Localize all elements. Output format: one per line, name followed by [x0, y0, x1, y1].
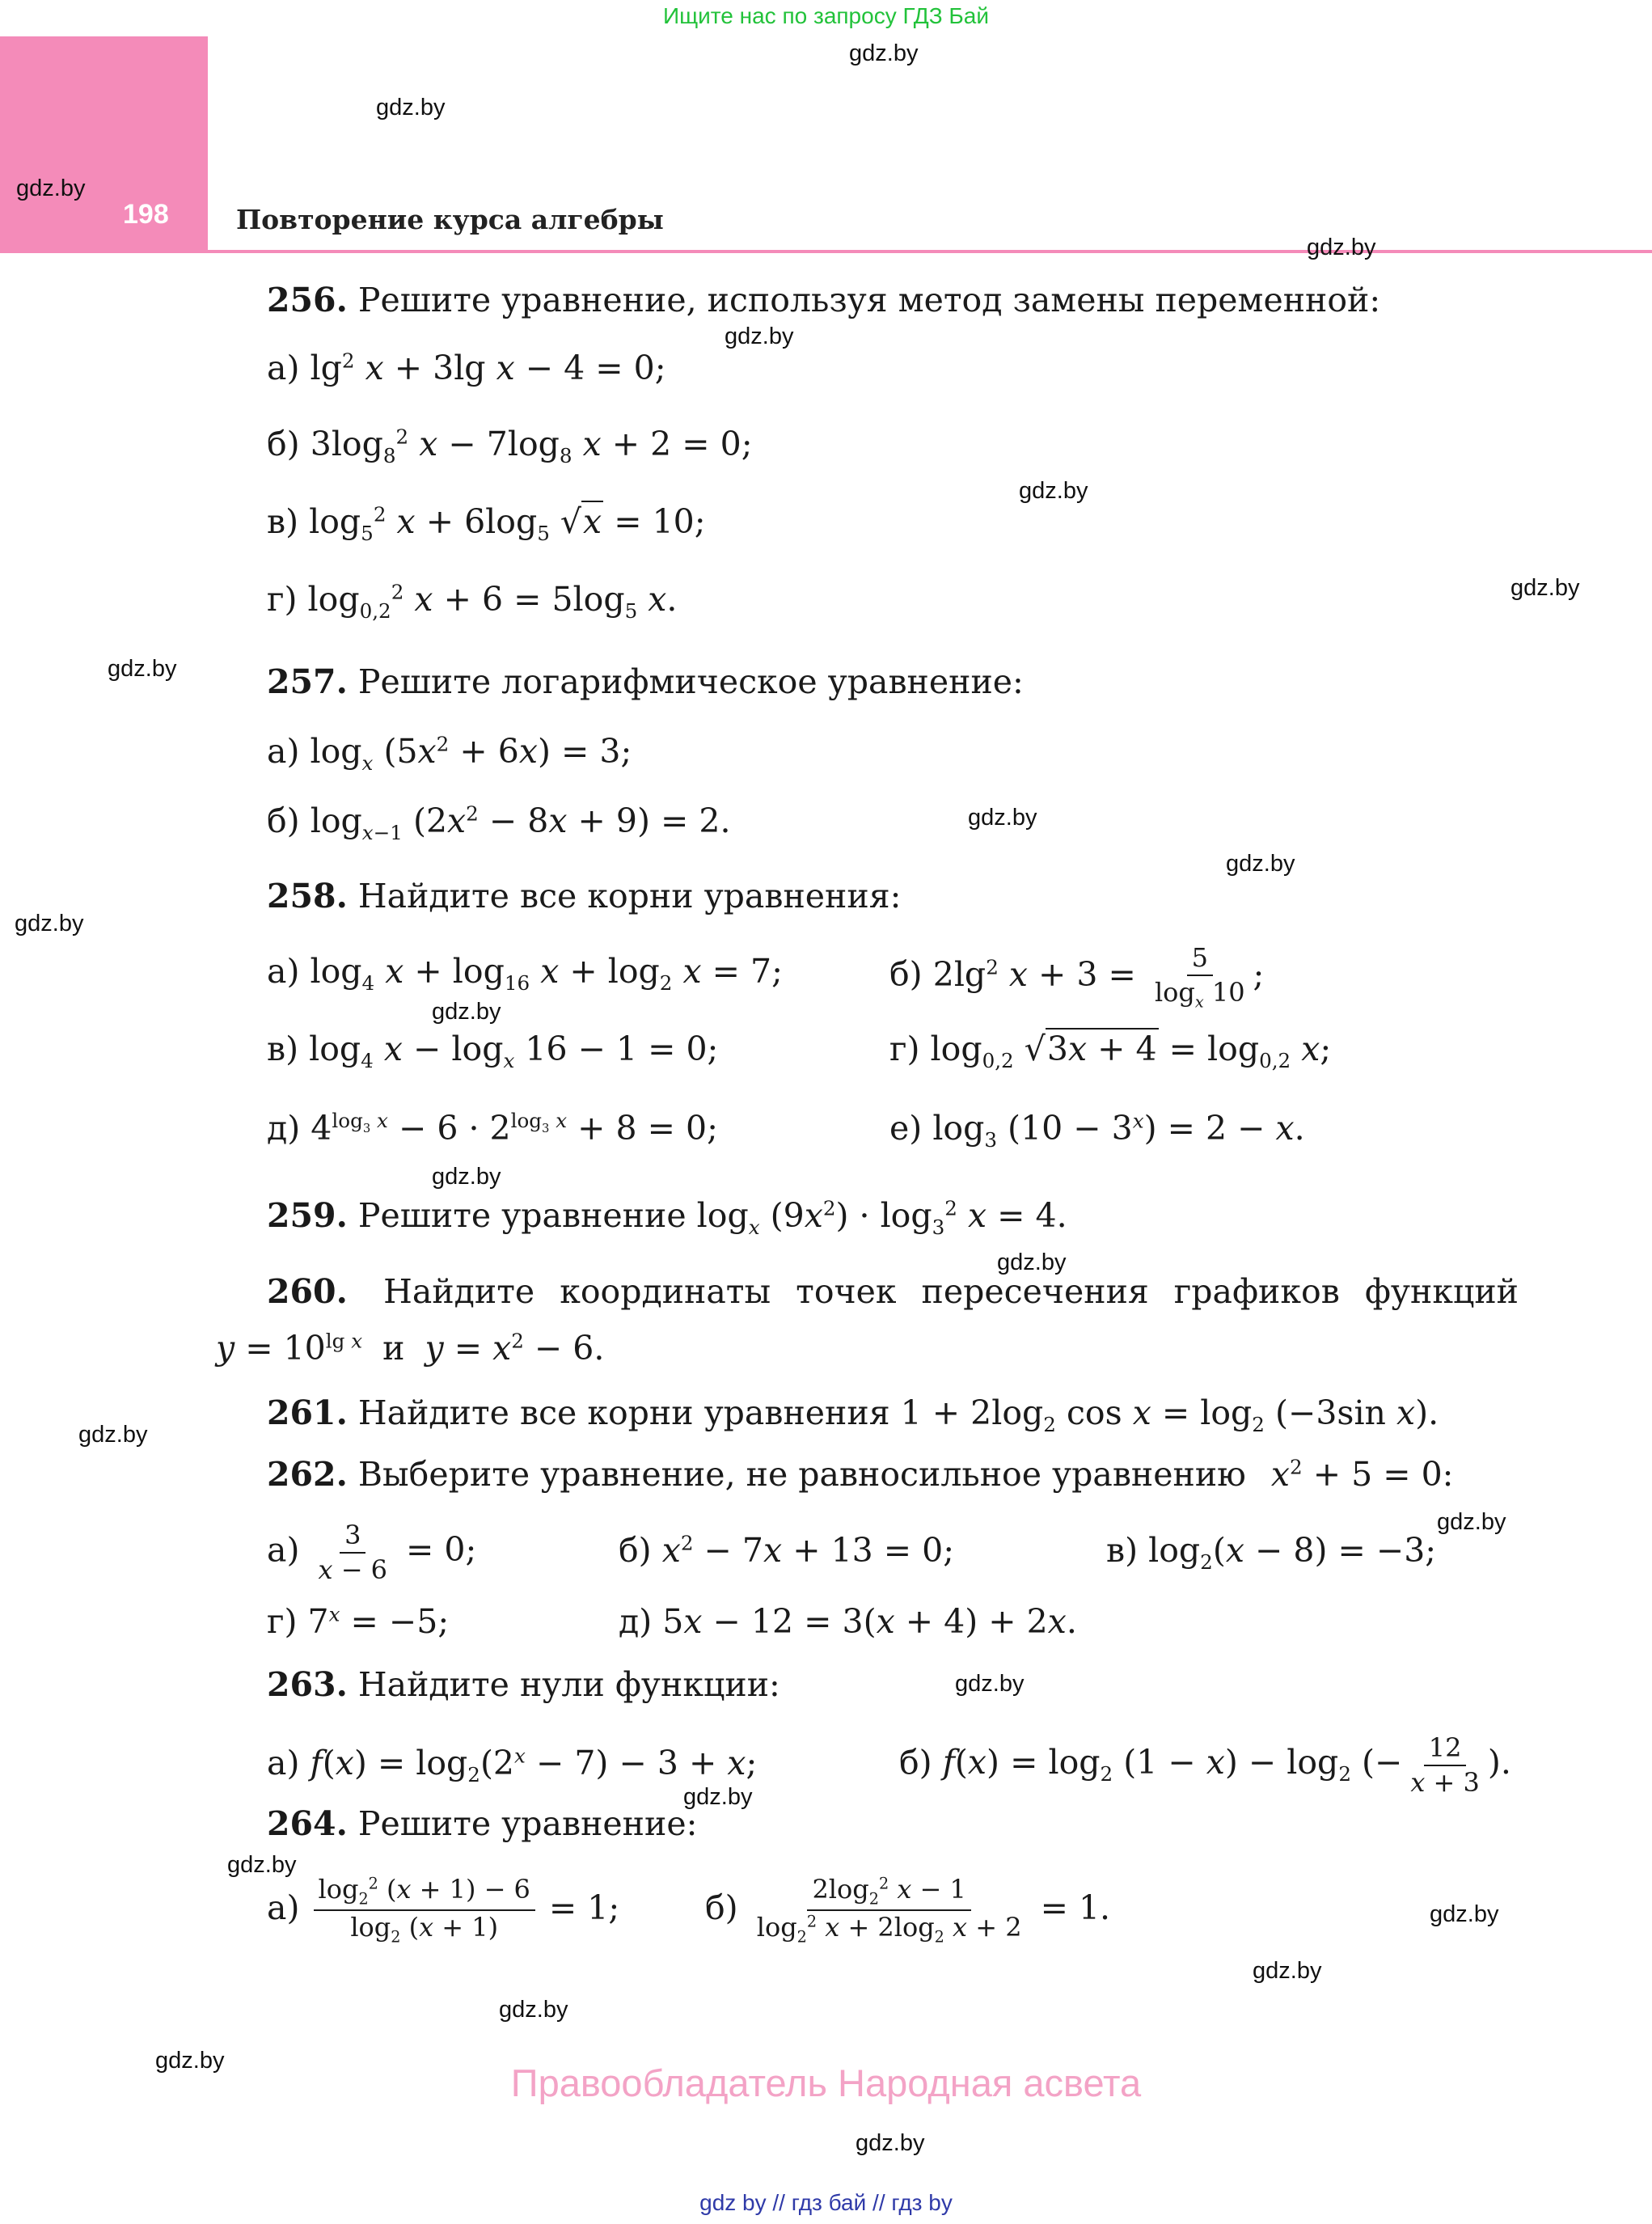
problem-262-c: [1106, 1532, 1436, 1574]
watermark: gdz.by: [1510, 575, 1580, 601]
problem-text: Решите уравнение:: [357, 1804, 698, 1843]
formula: $f(x) = \log_2(2^x - 7) - 3 + x$;: [310, 1744, 758, 1787]
formula: $\log_{x-1} (2x^2 - 8x + 9) = 2$.: [310, 801, 731, 845]
watermark: gdz.by: [1430, 1901, 1499, 1927]
formula: $y = x^2 - 6$.: [425, 1329, 605, 1368]
watermark: gdz.by: [968, 805, 1037, 831]
watermark: gdz.by: [1437, 1509, 1506, 1535]
watermark: gdz.by: [856, 2130, 925, 2156]
problem-number: 259.: [267, 1196, 348, 1235]
formula: $\frac{3}{x - 6}$ = 0;: [318, 1520, 477, 1585]
watermark: gdz.by: [1226, 851, 1295, 877]
problem-number: 263.: [267, 1665, 348, 1704]
footer-links[interactable]: gdz by // гдз бай // гдз by: [699, 2190, 953, 2215]
problem-256-heading: [267, 281, 1380, 319]
formula: $3\log_8^2$ $x - 7\log_8$ x + 2 = 0;: [310, 425, 753, 468]
formula: $\frac{\log_2^2 (x + 1) - 6}{\log_2 (x + 1)}$ = 1;: [311, 1888, 620, 1927]
conjunction: и: [382, 1329, 405, 1368]
watermark: gdz.by: [432, 999, 501, 1025]
formula: $4^{log_3 x} - 6 \cdot 2^{log_3 x} + 8 = 0$;: [311, 1109, 718, 1148]
problem-258-heading: [267, 877, 901, 915]
problem-256-a: [267, 349, 666, 387]
watermark: gdz.by: [499, 1997, 568, 2023]
formula: $7^x = -5$;: [307, 1602, 450, 1641]
watermark: gdz.by: [1253, 1958, 1322, 1984]
problem-257-a: [267, 733, 632, 775]
watermark: gdz.by: [376, 95, 446, 121]
problem-262-heading: [267, 1456, 1454, 1494]
problem-text: Найдите все корни уравнения: [357, 1393, 890, 1432]
item-label: г): [889, 1030, 920, 1068]
formula: $2\lg^2$ x + 3 = $\frac{5}{\log_x 10}$ ;: [932, 942, 1265, 1012]
problem-262-d: [267, 1603, 449, 1641]
watermark: gdz.by: [432, 1164, 501, 1190]
header-rule: [208, 250, 1652, 253]
item-label: а): [267, 1888, 300, 1927]
problem-number: 258.: [267, 877, 348, 915]
formula: $\log_3 (10 - 3^x) = 2 - x$.: [932, 1109, 1305, 1152]
item-label: в): [267, 1030, 299, 1068]
item-label: а): [267, 952, 300, 991]
problem-text: Решите логарифмическое уравнение:: [357, 662, 1024, 701]
formula: $\log_5^2 x + 6\log_5$ √x = 10;: [309, 502, 706, 546]
formula: $f(x) = \log_2 (1 - x) - \log_2$ (− $\frac{12}{x + 3}$ ).: [942, 1732, 1511, 1798]
problem-262-b: [619, 1532, 954, 1570]
copyright-owner: Правообладатель Народная асвета: [510, 2061, 1142, 2104]
formula: 5x − 12 = 3(x + 4) + 2x.: [662, 1602, 1077, 1641]
problem-number: 260.: [267, 1272, 348, 1311]
watermark: gdz.by: [725, 323, 794, 349]
problem-number: 262.: [267, 1455, 348, 1494]
watermark: gdz.by: [1019, 478, 1088, 504]
problem-text: Найдите все корни уравнения:: [357, 877, 902, 915]
problem-261: [267, 1394, 1439, 1436]
formula: $y = 10^{lg x}$: [216, 1329, 363, 1368]
problem-262-e: [619, 1603, 1077, 1641]
item-label: б): [619, 1531, 652, 1570]
problem-text: Выберите уравнение, не равносильное уравнению: [357, 1455, 1246, 1494]
problem-258-d: [889, 1030, 1331, 1072]
item-label: а): [267, 1744, 300, 1782]
formula: $x^2 + 5 = 0$:: [1270, 1455, 1454, 1494]
page-number: 198: [123, 199, 169, 230]
problem-258-b: [889, 943, 1264, 1011]
formula: $\log_{0,2} √3x + 4 = \log_{0,2} x$;: [930, 1030, 1332, 1073]
watermark: gdz.by: [227, 1852, 297, 1878]
item-label: б): [889, 954, 923, 994]
problem-number: 256.: [267, 281, 348, 319]
problem-264-heading: [267, 1805, 697, 1843]
formula: $\frac{2\log_2^2 x - 1}{\log_2^2 x + 2\log_2 x + 2}$ = 1.: [756, 1874, 1111, 1947]
item-label: д): [619, 1602, 653, 1641]
formula: $\lg^2 x + 3\lg$ x − 4 = 0;: [310, 349, 666, 387]
watermark: gdz.by: [683, 1784, 753, 1810]
problem-260-functions: [216, 1330, 604, 1368]
item-label: б): [705, 1888, 738, 1927]
problem-258-f: [889, 1110, 1305, 1152]
problem-260: [267, 1273, 1519, 1311]
problem-264-b: [705, 1875, 1110, 1947]
watermark: gdz.by: [849, 40, 919, 66]
formula: $\log_4 x - \log_x 16 - 1 = 0$;: [309, 1030, 719, 1073]
item-label: а): [267, 1530, 300, 1570]
watermark: gdz.by: [108, 656, 177, 682]
problem-258-c: [267, 1030, 718, 1072]
watermark: gdz.by: [16, 175, 86, 201]
item-label: б): [267, 425, 300, 463]
formula: $x^2 - 7x + 13 = 0$;: [661, 1531, 955, 1570]
formula: $\log_x (9x^2) \cdot \log_3^2 x = 4$.: [696, 1196, 1067, 1240]
problem-text: Решите уравнение: [357, 1196, 687, 1235]
problem-number: 261.: [267, 1393, 348, 1432]
item-label: а): [267, 349, 300, 387]
watermark: gdz.by: [997, 1249, 1067, 1275]
problem-number: 257.: [267, 662, 348, 701]
item-label: г): [267, 580, 298, 619]
item-label: б): [267, 801, 300, 840]
item-label: д): [267, 1109, 301, 1148]
problem-264-a: [267, 1875, 619, 1947]
problem-text: Найдите нули функции:: [357, 1665, 780, 1704]
watermark: gdz.by: [1307, 235, 1376, 260]
problem-259: [267, 1197, 1067, 1239]
problem-257-heading: [267, 663, 1024, 701]
problem-263-b: [899, 1733, 1511, 1798]
problem-number: 264.: [267, 1804, 348, 1843]
running-title: Повторение курса алгебры: [236, 204, 664, 235]
item-label: в): [267, 502, 299, 541]
problem-263-a: [267, 1744, 757, 1786]
watermark: gdz.by: [155, 2048, 225, 2074]
page-corner-block: [0, 36, 208, 253]
formula: $\log_x (5x^2 + 6x) = 3$;: [310, 732, 632, 776]
problem-262-a: [267, 1520, 476, 1585]
item-label: в): [1106, 1531, 1139, 1570]
problem-256-c: [267, 503, 706, 545]
problem-256-d: [267, 581, 677, 623]
watermark: gdz.by: [955, 1671, 1025, 1697]
formula: $\log_4 x + \log_{16} x + \log_2 x = 7$;: [310, 952, 783, 996]
formula: $1 + 2\log_2$ $\cos x = \log_2 (-3\sin$ x).: [900, 1393, 1439, 1437]
item-label: г): [267, 1602, 298, 1641]
watermark: gdz.by: [78, 1422, 148, 1448]
problem-263-heading: [267, 1666, 780, 1704]
item-label: е): [889, 1109, 923, 1148]
item-label: а): [267, 732, 300, 771]
problem-256-b: [267, 425, 753, 467]
problem-258-a: [267, 953, 783, 995]
item-label: б): [899, 1743, 932, 1782]
problem-text: Найдите координаты точек пересечения графиков функций: [383, 1272, 1519, 1311]
formula: $\log_2(x - 8) = -3$;: [1148, 1531, 1437, 1575]
search-hint-link[interactable]: Ищите нас по запросу ГДЗ Бай: [662, 3, 990, 28]
formula: $\log_{0,2}^2 x + 6 = 5\log_5$ x.: [307, 580, 678, 624]
problem-258-e: [267, 1110, 718, 1148]
watermark: gdz.by: [15, 911, 84, 937]
problem-257-b: [267, 802, 731, 844]
problem-text: Решите уравнение, используя метод замены переменной:: [357, 281, 1381, 319]
